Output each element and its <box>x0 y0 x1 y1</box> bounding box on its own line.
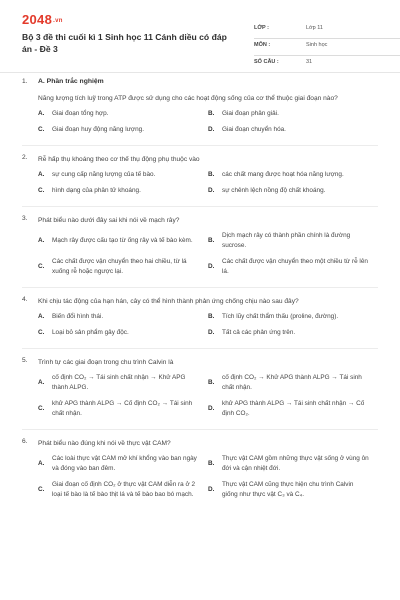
option-letter: A. <box>38 237 45 244</box>
option-text: các chất mang được hoạt hóa năng lượng. <box>222 171 344 178</box>
options <box>38 454 378 506</box>
option-text: sự chênh lệch nồng độ chất khoáng. <box>222 187 326 194</box>
question-5 <box>22 357 378 425</box>
option-text: Thực vật CAM cũng thực hiện chu trình Calvin giống như thực vật C₃ và C₄. <box>222 481 354 498</box>
meta-label: SỐ CÂU : <box>254 59 279 65</box>
question-2 <box>22 154 378 202</box>
option-text: Loại bỏ sản phẩm gây độc. <box>52 329 129 336</box>
option-letter: D. <box>208 486 215 493</box>
option-a[interactable] <box>38 170 208 180</box>
option-text: Các chất được vận chuyển theo hai chiều, từ lá xuống rễ hoặc ngược lại. <box>52 258 187 275</box>
meta-label: MÔN : <box>254 42 271 48</box>
option-letter: C. <box>38 263 45 270</box>
option-b[interactable] <box>208 109 378 119</box>
option-letter: C. <box>38 329 45 336</box>
meta-row-count <box>254 56 400 73</box>
option-a[interactable] <box>38 373 208 393</box>
option-a[interactable] <box>38 312 208 322</box>
option-letter: B. <box>208 313 215 320</box>
question-text: Trình tự các giai đoạn trong chu trình Calvin là <box>38 359 174 366</box>
option-letter: B. <box>208 460 215 467</box>
option-a[interactable] <box>38 454 208 474</box>
option-text: Giai đoạn tổng hợp. <box>52 110 109 117</box>
option-text: sự cung cấp năng lượng của tế bào. <box>52 171 156 178</box>
site-logo[interactable] <box>22 12 63 27</box>
option-a[interactable] <box>38 109 208 119</box>
option-letter: D. <box>208 126 215 133</box>
option-letter: A. <box>38 460 45 467</box>
option-b[interactable] <box>208 373 378 393</box>
option-text: Biến đổi hình thái. <box>52 313 104 320</box>
question-divider <box>22 287 378 288</box>
option-text: Các chất được vận chuyển theo một chiều từ rễ lên lá. <box>222 258 368 275</box>
option-text: Giai đoạn phân giải. <box>222 110 279 117</box>
question-text: Rễ hấp thụ khoáng theo cơ thế thụ động phụ thuộc vào <box>38 156 200 163</box>
option-text: Các loài thực vật CAM mở khí khổng vào ban ngày và đóng vào ban đêm. <box>52 455 197 472</box>
header-divider <box>0 72 400 73</box>
option-letter: C. <box>38 405 45 412</box>
section-title: A. Phần trắc nghiệm <box>38 78 104 85</box>
question-1 <box>22 78 378 141</box>
meta-row-class <box>254 22 400 39</box>
option-letter: A. <box>38 110 45 117</box>
options <box>38 170 378 202</box>
option-d[interactable] <box>208 125 378 135</box>
header <box>22 12 378 68</box>
question-number: 5. <box>22 357 28 364</box>
option-d[interactable] <box>208 399 378 419</box>
option-text: khử APG thành ALPG → Tái sinh chất nhận → Cố định CO₂. <box>222 400 365 417</box>
question-divider <box>22 145 378 146</box>
meta-value: Sinh học <box>306 42 328 48</box>
option-text: khử APG thành ALPG → Cố định CO₂ → Tái sinh chất nhận. <box>52 400 193 417</box>
option-letter: A. <box>38 313 45 320</box>
question-divider <box>22 206 378 207</box>
option-c[interactable] <box>38 399 208 419</box>
option-text: Giai đoạn huy động năng lượng. <box>52 126 144 133</box>
question-text: Phát biểu nào đúng khi nói về thực vật CAM? <box>38 440 171 447</box>
option-letter: B. <box>208 237 215 244</box>
option-letter: D. <box>208 329 215 336</box>
question-number: 2. <box>22 154 28 161</box>
option-letter: D. <box>208 187 215 194</box>
question-3 <box>22 215 378 283</box>
options <box>38 231 378 283</box>
option-c[interactable] <box>38 480 208 500</box>
meta-row-subject <box>254 39 400 56</box>
option-text: cố định CO₂ → Tái sinh chất nhận → Khử APG thành ALPG. <box>52 374 186 391</box>
option-text: Giai đoạn chuyển hóa. <box>222 126 286 133</box>
option-b[interactable] <box>208 231 378 251</box>
options <box>38 312 378 344</box>
option-letter: B. <box>208 171 215 178</box>
option-text: Dịch mạch rây có thành phần chính là đường sucrose. <box>222 232 351 249</box>
question-6 <box>22 438 378 506</box>
question-divider <box>22 348 378 349</box>
option-text: Tất cả các phản ứng trên. <box>222 329 296 336</box>
option-letter: B. <box>208 110 215 117</box>
question-number: 3. <box>22 215 28 222</box>
option-letter: C. <box>38 486 45 493</box>
question-list <box>22 78 378 506</box>
option-letter: B. <box>208 379 215 386</box>
option-letter: A. <box>38 171 45 178</box>
option-text: Thực vật CAM gồm những thực vật sống ở vùng ôn đới và cận nhiệt đới. <box>222 455 369 472</box>
option-text: Giai đoạn cố định CO₂ ở thực vật CAM diễn ra ở 2 loại tế bào là tế bào thịt lá và tế bào bao bó mạch. <box>52 481 196 498</box>
option-letter: C. <box>38 187 45 194</box>
page-title: Bộ 3 đề thi cuối kì 1 Sinh học 11 Cánh diều có đáp án - Đề 3 <box>22 32 227 54</box>
option-d[interactable] <box>208 186 378 196</box>
question-number: 6. <box>22 438 28 445</box>
option-b[interactable] <box>208 454 378 474</box>
options <box>38 109 378 141</box>
option-text: cố định CO₂ → Khử APG thành ALPG → Tái sinh chất nhận. <box>222 374 362 391</box>
logo-text: 2048 <box>22 12 53 27</box>
option-a[interactable] <box>38 231 208 251</box>
option-d[interactable] <box>208 480 378 500</box>
question-text: Phát biểu nào dưới đây sai khi nói về mạch rây? <box>38 217 180 224</box>
option-d[interactable] <box>208 257 378 277</box>
question-text: Khi chịu tác động của hạn hán, cây có thể hình thành phản ứng chống chịu nào sau đây? <box>38 298 299 305</box>
question-number: 4. <box>22 296 28 303</box>
option-d[interactable] <box>208 328 378 338</box>
option-letter: D. <box>208 263 215 270</box>
meta-value: Lớp 11 <box>306 25 323 31</box>
option-text: hình dạng của phân tử khoáng. <box>52 187 141 194</box>
option-c[interactable] <box>38 186 208 196</box>
option-b[interactable] <box>208 312 378 322</box>
option-text: Mạch rây được cấu tạo từ ống rây và tế bào kèm. <box>52 237 193 244</box>
question-divider <box>22 429 378 430</box>
option-c[interactable] <box>38 125 208 135</box>
question-text: Năng lượng tích luỹ trong ATP được sử dụng cho các hoạt động sống của cơ thể thuộc giai đoạn nào? <box>38 95 338 102</box>
option-c[interactable] <box>38 257 208 277</box>
meta-label: LỚP : <box>254 25 269 31</box>
option-letter: A. <box>38 379 45 386</box>
option-letter: C. <box>38 126 45 133</box>
question-number: 1. <box>22 78 28 85</box>
question-4 <box>22 296 378 344</box>
option-b[interactable] <box>208 170 378 180</box>
meta-value: 31 <box>306 59 313 65</box>
option-text: Tích lũy chất thẩm thấu (proline, đường). <box>222 313 339 320</box>
option-c[interactable] <box>38 328 208 338</box>
meta-table <box>254 22 400 73</box>
option-letter: D. <box>208 405 215 412</box>
logo-domain: .vn <box>53 17 63 24</box>
options <box>38 373 378 425</box>
